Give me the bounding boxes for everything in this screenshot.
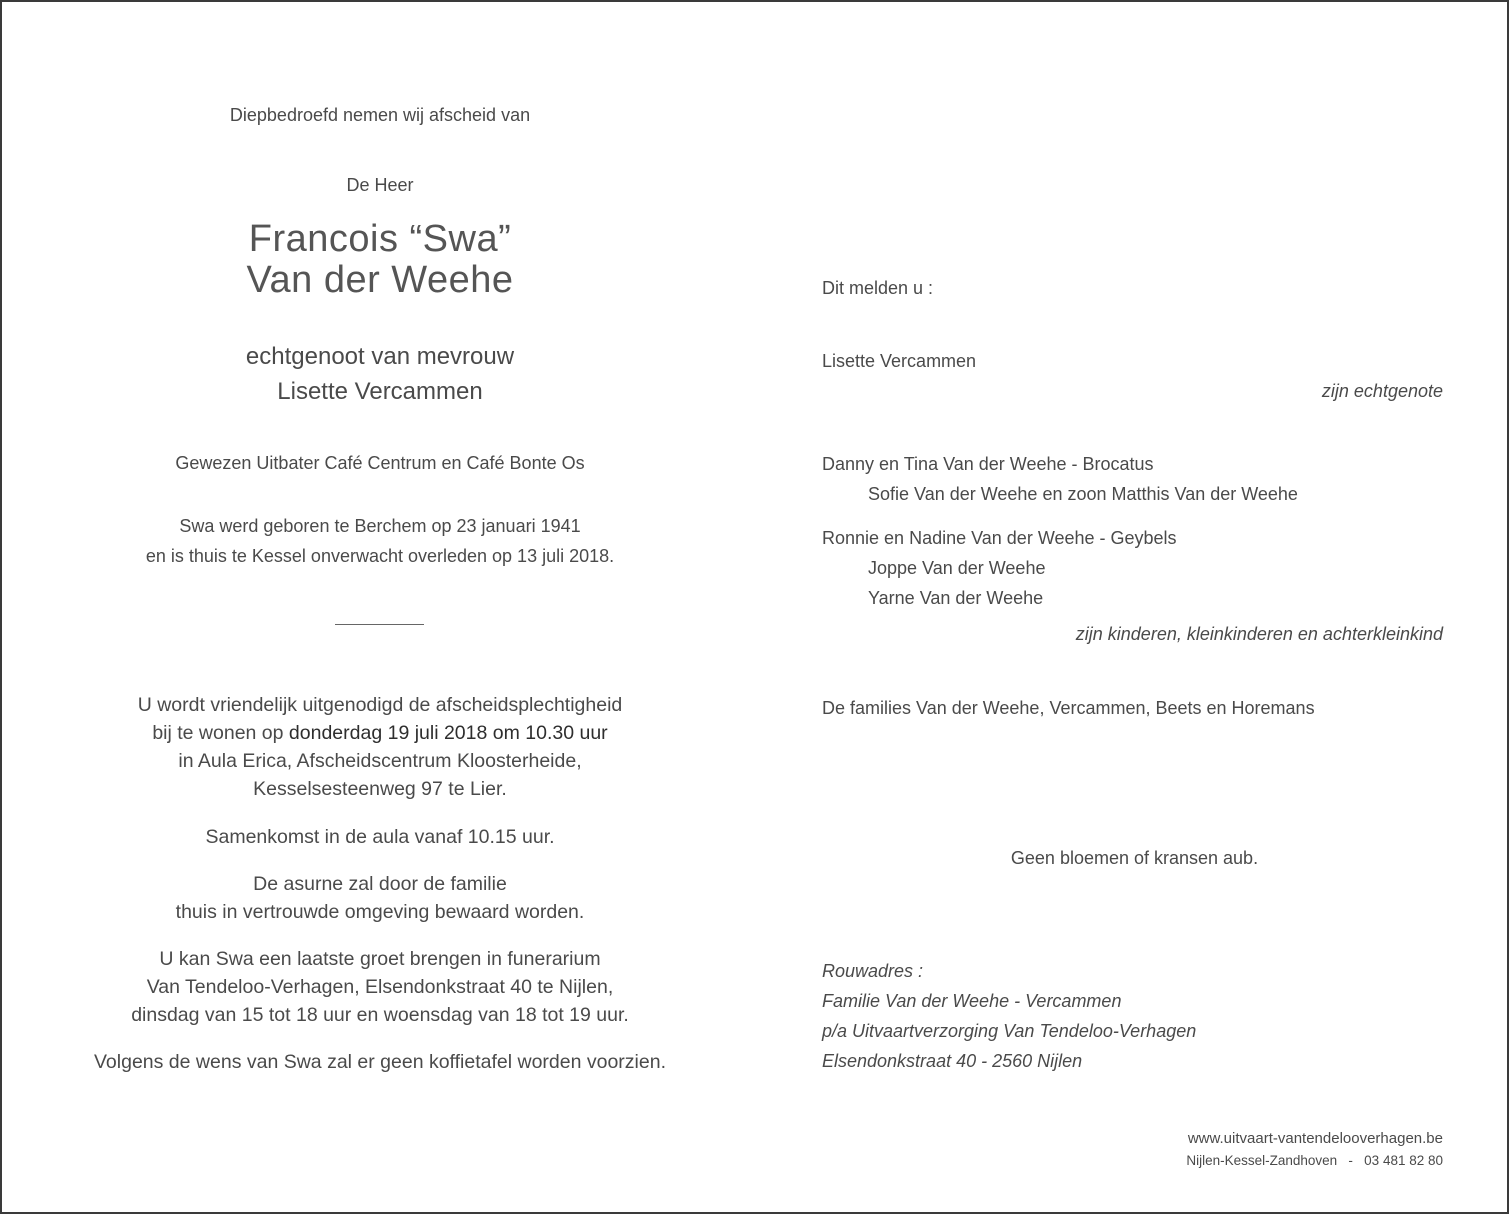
visit-line-1: U kan Swa een laatste groet brengen in funerarium	[159, 948, 601, 970]
urn-line-1: De asurne zal door de familie	[253, 873, 507, 895]
mourning-address-line-3: Elsendonkstraat 40 - 2560 Nijlen	[822, 1051, 1083, 1071]
spouse-mourner: Lisette Vercammen	[822, 351, 977, 371]
invite-line-3: in Aula Erica, Afscheidscentrum Kloosterheide,	[178, 750, 582, 772]
coffee-note: Volgens de wens van Swa zal er geen koffietafel worden voorzien.	[94, 1051, 666, 1073]
grandchild-line-3: Yarne Van der Weehe	[868, 588, 1044, 608]
urn-line-2: thuis in vertrouwde omgeving bewaard worden.	[175, 901, 585, 923]
death-info: en is thuis te Kessel onverwacht overleden op 13 juli 2018.	[145, 546, 615, 566]
no-flowers-note: Geen bloemen of kransen aub.	[1010, 848, 1259, 868]
spouse-intro: echtgenoot van mevrouw	[245, 343, 515, 370]
children-role: zijn kinderen, kleinkinderen en achterkleinkind	[1075, 624, 1443, 644]
visit-line-2: Van Tendeloo-Verhagen, Elsendonkstraat 40 te Nijlen,	[146, 976, 614, 998]
birth-info: Swa werd geboren te Berchem op 23 januari 1941	[179, 516, 581, 536]
spouse-name: Lisette Vercammen	[277, 378, 483, 405]
honorific: De Heer	[346, 175, 414, 195]
divider	[335, 624, 424, 625]
grandchild-line-2: Joppe Van der Weehe	[868, 558, 1046, 578]
announce-text: Dit melden u :	[822, 278, 934, 298]
deceased-name-first: Francois “Swa”	[248, 218, 512, 260]
intro-text: Diepbedroefd nemen wij afscheid van	[229, 105, 531, 125]
mourning-address-line-1: Familie Van der Weehe - Vercammen	[822, 991, 1122, 1011]
invite-line-2	[2, 722, 758, 745]
invite-line-2-prefix: bij te wonen op	[152, 722, 289, 744]
funeral-home-contact: Nijlen-Kessel-Zandhoven - 03 481 82 80	[1186, 1153, 1443, 1168]
visit-line-3: dinsdag van 15 tot 18 uur en woensdag van 18 tot 19 uur.	[131, 1004, 629, 1026]
gathering-info: Samenkomst in de aula vanaf 10.15 uur.	[205, 826, 555, 848]
occupation: Gewezen Uitbater Café Centrum en Café Bonte Os	[175, 453, 585, 473]
deceased-name-last: Van der Weehe	[246, 259, 514, 301]
grandchild-line-1: Sofie Van der Weehe en zoon Matthis Van der Weehe	[868, 484, 1298, 504]
spouse-role: zijn echtgenote	[1321, 381, 1443, 401]
extended-families: De families Van der Weehe, Vercammen, Beets en Horemans	[822, 698, 1315, 718]
invite-line-4: Kesselsesteenweg 97 te Lier.	[253, 778, 507, 800]
funeral-home-website: www.uitvaart-vantendelooverhagen.be	[1187, 1130, 1443, 1147]
ceremony-date: donderdag 19 juli 2018 om 10.30 uur	[288, 722, 608, 744]
mourning-address-line-2: p/a Uitvaartverzorging Van Tendeloo-Verhagen	[822, 1021, 1197, 1041]
child-family-2: Ronnie en Nadine Van der Weehe - Geybels	[822, 528, 1177, 548]
child-family-1: Danny en Tina Van der Weehe - Brocatus	[822, 454, 1154, 474]
mourning-address-label: Rouwadres :	[822, 961, 924, 981]
invite-line-1: U wordt vriendelijk uitgenodigd de afscheidsplechtigheid	[137, 694, 623, 716]
